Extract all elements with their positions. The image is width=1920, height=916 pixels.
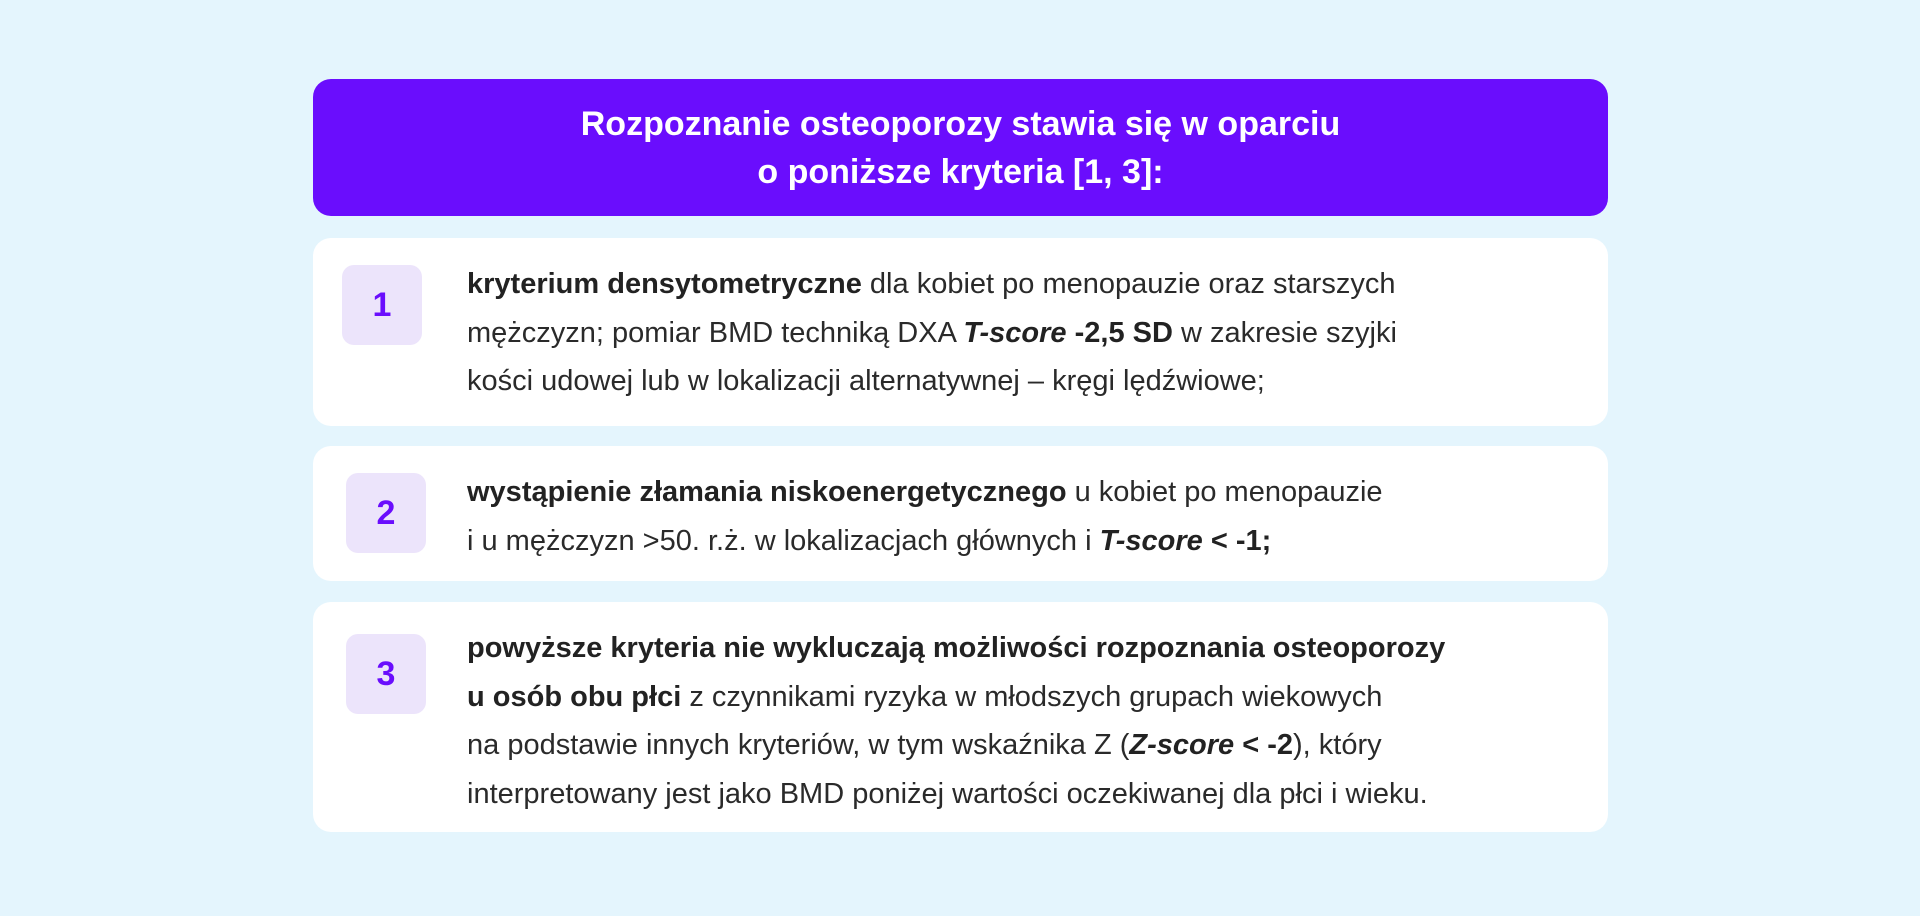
- criterion-plain-text: kości udowej lub w lokalizacji alternatywnej – kręgi lędźwiowe;: [467, 365, 1265, 397]
- criterion-line: [467, 673, 1548, 722]
- criterion-plain-text: u kobiet po menopauzie: [1066, 476, 1383, 508]
- criterion-bold-text: < -2: [1234, 729, 1294, 761]
- criterion-line: [467, 357, 1548, 406]
- criterion-bold-italic-text: T-score: [963, 316, 1067, 349]
- criterion-plain-text: interpretowany jest jako BMD poniżej wartości oczekiwanej dla płci i wieku.: [467, 777, 1428, 810]
- criterion-bold-italic-text: T-score: [1099, 524, 1203, 557]
- criterion-bold-text: wystąpienie złamania niskoenergetycznego: [467, 476, 1067, 508]
- criterion-bold-text: powyższe kryteria nie wykluczają możliwości rozpoznania osteoporozy: [467, 632, 1446, 664]
- criterion-bold-italic-text: Z-score: [1129, 729, 1235, 761]
- criterion-number-badge: 2: [346, 473, 426, 553]
- criterion-plain-text: i u mężczyzn >50. r.ż. w lokalizacjach głównych i: [467, 524, 1100, 557]
- criterion-plain-text: ), który: [1293, 729, 1382, 761]
- header-title-line-1: Rozpoznanie osteoporozy stawia się w oparciu: [580, 104, 1341, 143]
- criterion-text: [467, 624, 1548, 818]
- criterion-line: [467, 624, 1548, 673]
- criterion-text: [467, 468, 1548, 565]
- criterion-line: [467, 517, 1548, 566]
- criterion-plain-text: na podstawie innych kryteriów, w tym wskaźnika Z (: [467, 729, 1130, 761]
- criterion-line: [467, 309, 1548, 358]
- criterion-line: [467, 770, 1548, 819]
- criterion-plain-text: w zakresie szyjki: [1172, 316, 1397, 349]
- criterion-plain-text: z czynnikami ryzyka w młodszych grupach wiekowych: [681, 680, 1383, 713]
- criterion-line: [467, 468, 1548, 517]
- criterion-bold-text: -2,5 SD: [1066, 316, 1173, 349]
- criterion-plain-text: dla kobiet po menopauzie oraz starszych: [861, 268, 1396, 300]
- criterion-number-badge: 1: [342, 265, 422, 345]
- header-title-line-2: o poniższe kryteria [1, 3]:: [757, 152, 1164, 191]
- criterion-card-2: [313, 446, 1608, 581]
- criterion-card-1: [313, 238, 1608, 426]
- criterion-bold-text: < -1;: [1202, 524, 1272, 557]
- criterion-card-3: [313, 602, 1608, 832]
- criterion-line: [467, 260, 1548, 309]
- criterion-number-badge: 3: [346, 634, 426, 714]
- criterion-line: [467, 721, 1548, 770]
- header-banner: [313, 79, 1608, 216]
- criterion-plain-text: mężczyzn; pomiar BMD techniką DXA: [467, 316, 964, 349]
- criterion-bold-text: u osób obu płci: [467, 680, 682, 713]
- criterion-text: [467, 260, 1548, 406]
- criterion-bold-text: kryterium densytometryczne: [467, 268, 862, 300]
